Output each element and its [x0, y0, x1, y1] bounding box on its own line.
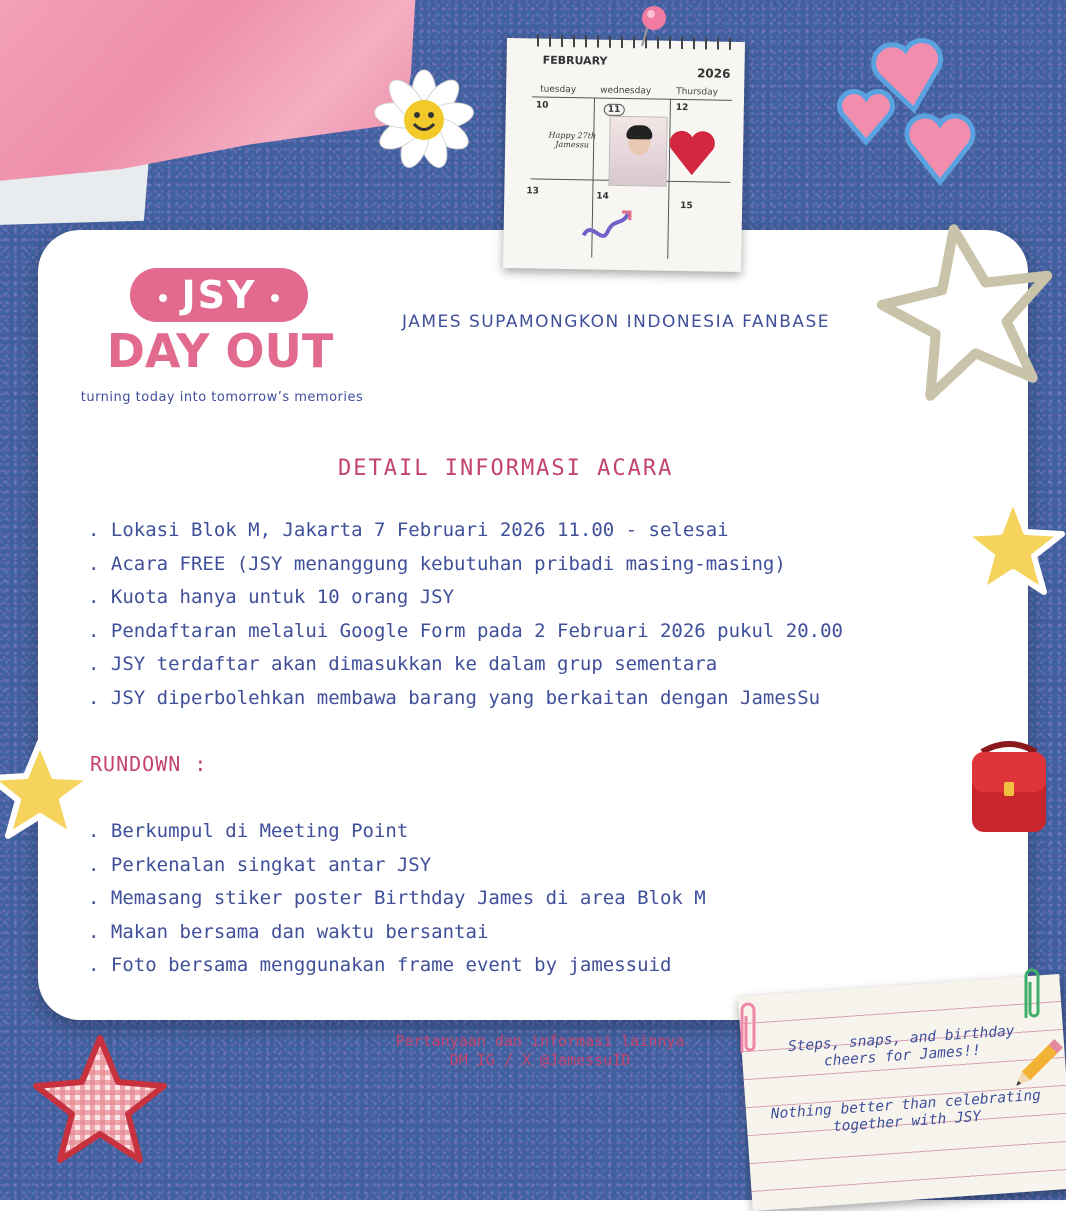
note-line: Steps, snaps, and birthday cheers for James!! [787, 1023, 1016, 1070]
list-item: . Pendaftaran melalui Google Form pada 2 Februari 2026 pukul 20.00 [88, 615, 988, 649]
calendar-month: FEBRUARY [542, 53, 608, 68]
pushpin-icon [634, 0, 674, 50]
gingham-star-icon [30, 1030, 170, 1170]
paperclip-icon [734, 1000, 762, 1060]
details-list [88, 514, 988, 715]
calendar-date: 15 [680, 200, 693, 212]
calendar-day-label: wednesday [600, 85, 652, 97]
february-calendar [503, 38, 745, 272]
contact-handle: DM IG / X @JamessuID [449, 1051, 631, 1069]
backpack-icon [962, 738, 1056, 838]
list-item: . Memasang stiker poster Birthday James di area Blok M [88, 882, 988, 916]
jsy-badge: JSY [130, 268, 308, 322]
star-outline-icon [874, 216, 1062, 404]
logo-title: DAY OUT [106, 324, 334, 378]
note-line: Nothing better than celebrating together with JSY [770, 1087, 1042, 1136]
list-item: . JSY diperbolehkan membawa barang yang berkaitan dengan JamesSu [88, 682, 988, 716]
list-item: . Makan bersama dan waktu bersantai [88, 916, 988, 950]
calendar-date: 13 [526, 186, 539, 197]
list-item: . Foto bersama menggunakan frame event by jamessuid [88, 949, 988, 983]
contact-line: Pertanyaan dan informasi lainnya [395, 1032, 685, 1050]
contact-info [340, 1032, 740, 1070]
star-icon [0, 736, 100, 846]
list-item: . Kuota hanya untuk 10 orang JSY [88, 581, 988, 615]
calendar-year: 2026 [696, 66, 731, 81]
rundown-list [88, 815, 988, 983]
arrow-doodle-icon [577, 205, 638, 250]
fanbase-title: JAMES SUPAMONGKON INDONESIA FANBASE [402, 312, 831, 332]
list-item: . Perkenalan singkat antar JSY [88, 849, 988, 883]
star-icon [960, 492, 1066, 602]
calendar-birthday-note: Happy 27th Jamessu [548, 130, 597, 150]
calendar-date: 10 [535, 100, 549, 111]
calendar-date: 11 [604, 104, 625, 116]
list-item: . Acara FREE (JSY menanggung kebutuhan pribadi masing-masing) [88, 548, 988, 582]
list-item: . Lokasi Blok M, Jakarta 7 Februari 2026 11.00 - selesai [88, 514, 988, 548]
calendar-date: 14 [596, 191, 609, 202]
heart-sticker-icon [667, 125, 718, 180]
calendar-date: 12 [675, 102, 689, 114]
heart-icon [836, 32, 986, 192]
calendar-photo [608, 116, 667, 187]
calendar-day-label: Thursday [676, 86, 719, 98]
rundown-title: RUNDOWN : [90, 752, 208, 776]
details-title: DETAIL INFORMASI ACARA [338, 456, 674, 481]
calendar-rings [531, 34, 731, 49]
calendar-day-label: tuesday [540, 84, 577, 96]
daisy-smiley-icon [372, 68, 476, 172]
list-item: . JSY terdaftar akan dimasukkan ke dalam grup sementara [88, 648, 988, 682]
logo-tagline: turning today into tomorrow’s memories [80, 390, 364, 405]
list-item: . Berkumpul di Meeting Point [88, 815, 988, 849]
paperclip-icon [1018, 966, 1046, 1026]
pencil-icon [1006, 1036, 1066, 1096]
